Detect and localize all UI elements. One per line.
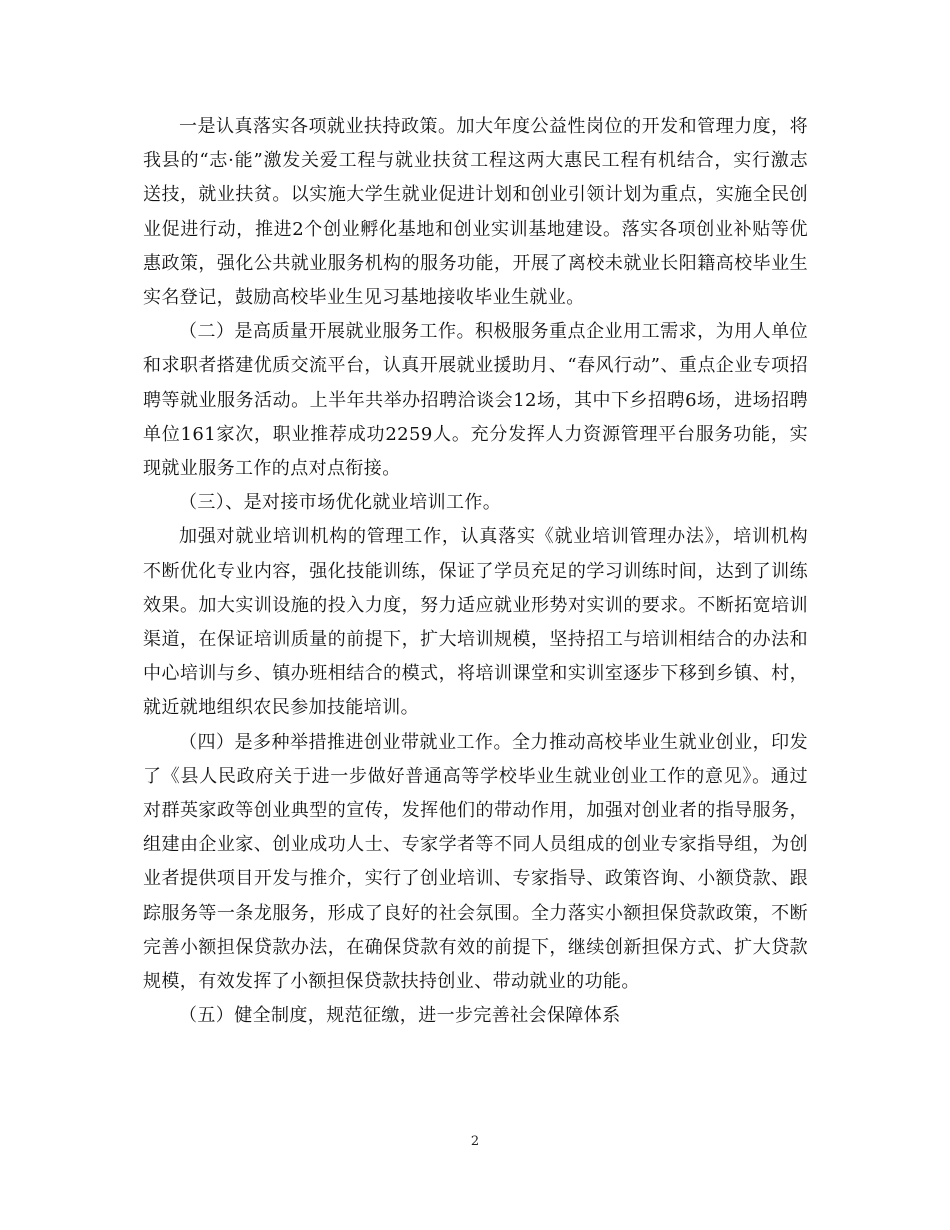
paragraph-training-heading: （三）、是对接市场优化就业培训工作。: [179, 492, 502, 514]
paragraph-employment-policy: 一是认真落实各项就业扶持政策。加大年度公益性岗位的开发和管理力度，将我县的“志·能”激发关爱工程与就业扶贫工程这两大惠民工程有机结合，实行激志送技，就业扶贫。以实施大学生就业促进计划和创业引领计划为重点，实施全民创业促进行动，推进2个创业孵化基地和创业实训基地建设。落实各项创业补贴等优惠政策，强化公共就业服务机构的服务功能，开展了离校未就业长阳籍高校毕业生实名登记，鼓励高校毕业生见习基地接收毕业生就业。: [143, 116, 808, 309]
paragraph-entrepreneurship: （四）是多种举措推进创业带就业工作。全力推动高校毕业生就业创业，印发了《县人民政府关于进一步做好普通高等学校毕业生就业创业工作的意见》。通过对群英家政等创业典型的宣传，发挥他们的带动作用，加强对创业者的指导服务，组建由企业家、创业成功人士、专家学者等不同人员组成的创业专家指导组，为创业者提供项目开发与推介，实行了创业培训、专家指导、政策咨询、小额贷款、跟踪服务等一条龙服务，形成了良好的社会氛围。全力落实小额担保贷款政策，不断完善小额担保贷款办法，在确保贷款有效的前提下，继续创新担保方式、扩大贷款规模，有效发挥了小额担保贷款扶持创业、带动就业的功能。: [143, 731, 808, 993]
page-number: 2: [470, 1134, 480, 1149]
paragraph-employment-service: （二）是高质量开展就业服务工作。积极服务重点企业用工需求，为用人单位和求职者搭建优质交流平台，认真开展就业援助月、“春风行动”、重点企业专项招聘等就业服务活动。上半年共举办招聘洽谈会12场，其中下乡招聘6场，进场招聘单位161家次，职业推荐成功2259人。充分发挥人力资源管理平台服务功能，实现就业服务工作的点对点衔接。: [143, 321, 808, 480]
paragraph-social-security-heading: （五）健全制度，规范征缴，进一步完善社会保障体系: [179, 1005, 621, 1027]
document-body: [143, 110, 808, 1033]
paragraph-training-management: 加强对就业培训机构的管理工作，认真落实《就业培训管理办法》，培训机构不断优化专业内容，强化技能训练，保证了学员充足的学习训练时间，达到了训练效果。加大实训设施的投入力度，努力适应就业形势对实训的要求。不断拓宽培训渠道，在保证培训质量的前提下，扩大培训规模，坚持招工与培训相结合的办法和中心培训与乡、镇办班相结合的模式，将培训课堂和实训室逐步下移到乡镇、村，就近就地组织农民参加技能培训。: [143, 526, 808, 719]
